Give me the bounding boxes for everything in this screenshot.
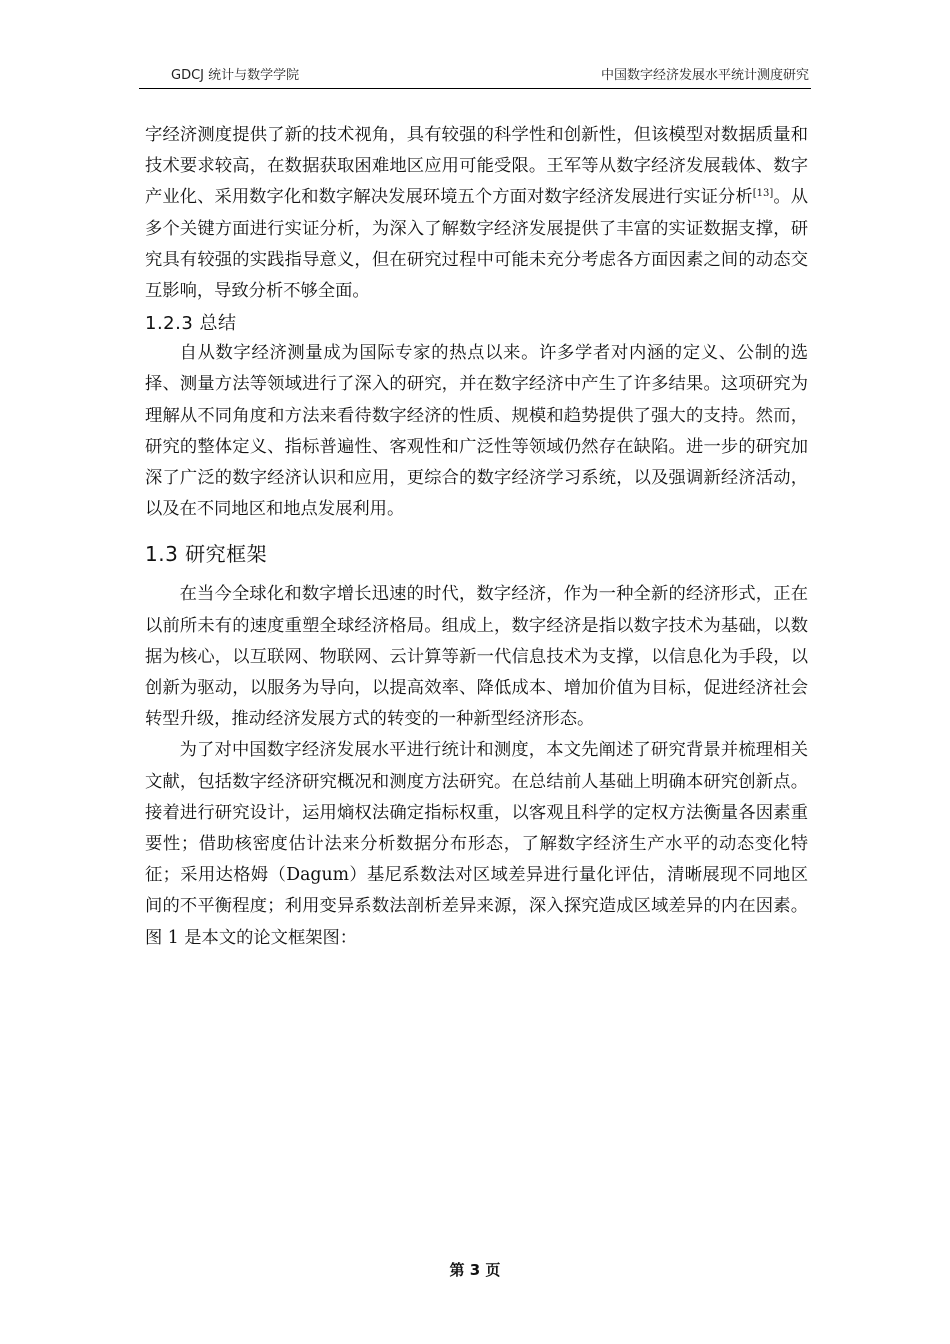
section-heading-1-2-3: 1.2.3 总结 xyxy=(145,313,237,335)
paragraph-continuation xyxy=(145,120,808,307)
page-number: 第 3 页 xyxy=(449,1261,501,1279)
paragraph-summary: 自从数字经济测量成为国际专家的热点以来。许多学者对内涵的定义、公制的选择、测量方法等领域进行了深入的研究，并在数字经济中产生了许多结果。这项研究为理解从不同角度和方法来看待数字经济的性质、规模和趋势提供了强大的支持。然而，研究的整体定义、指标普遍性、客观性和广泛性等领域仍然存在缺陷。进一步的研究加深了广泛的数字经济认识和应用，更综合的数字经济学习系统，以及强调新经济活动，以及在不同地区和地点发展利用。 xyxy=(145,343,808,520)
body-content xyxy=(145,120,808,954)
header-institution: GDCJ 统计与数学学院 xyxy=(171,68,300,83)
paragraph-framework-intro: 在当今全球化和数字增长迅速的时代，数字经济，作为一种全新的经济形式，正在以前所未有的速度重塑全球经济格局。组成上，数字经济是指以数字技术为基础，以数据为核心，以互联网、物联网、云计算等新一代信息技术为支撑，以信息化为手段，以创新为驱动，以服务为导向，以提高效率、降低成本、增加价值为目标，促进经济社会转型升级，推动经济发展方式的转变的一种新型经济形态。 xyxy=(145,584,808,730)
section-heading-1-3: 1.3 研究框架 xyxy=(145,542,268,567)
paragraph-text: 字经济测度提供了新的技术视角，具有较强的科学性和创新性，但该模型对数据质量和技术要求较高，在数据获取困难地区应用可能受限。王军等从数字经济发展载体、数字产业化、采用数字化和数字解决发展环境五个方面对数字经济发展进行实证分析 xyxy=(145,125,808,208)
header-paper-title: 中国数字经济发展水平统计测度研究 xyxy=(600,68,809,83)
page-header xyxy=(139,66,811,89)
paragraph-framework-method: 为了对中国数字经济发展水平进行统计和测度，本文先阐述了研究背景并梳理相关文献，包括数字经济研究概况和测度方法研究。在总结前人基础上明确本研究创新点。接着进行研究设计，运用熵权法确定指标权重，以客观且科学的定权方法衡量各因素重要性；借助核密度估计法来分析数据分布形态，了解数字经济生产水平的动态变化特征；采用达格姆（Dagum）基尼系数法对区域差异进行量化评估，清晰展现不同地区间的不平衡程度；利用变异系数法剖析差异来源，深入探究造成区域差异的内在因素。图 1 是本文的论文框架图： xyxy=(145,740,808,948)
citation-reference[interactable]: [13] xyxy=(752,188,774,200)
paragraph-text: 。从多个关键方面进行实证分析，为深入了解数字经济发展提供了丰富的实证数据支撑，研究具有较强的实践指导意义，但在研究过程中可能未充分考虑各方面因素之间的动态交互影响，导致分析不够全面。 xyxy=(145,187,808,302)
